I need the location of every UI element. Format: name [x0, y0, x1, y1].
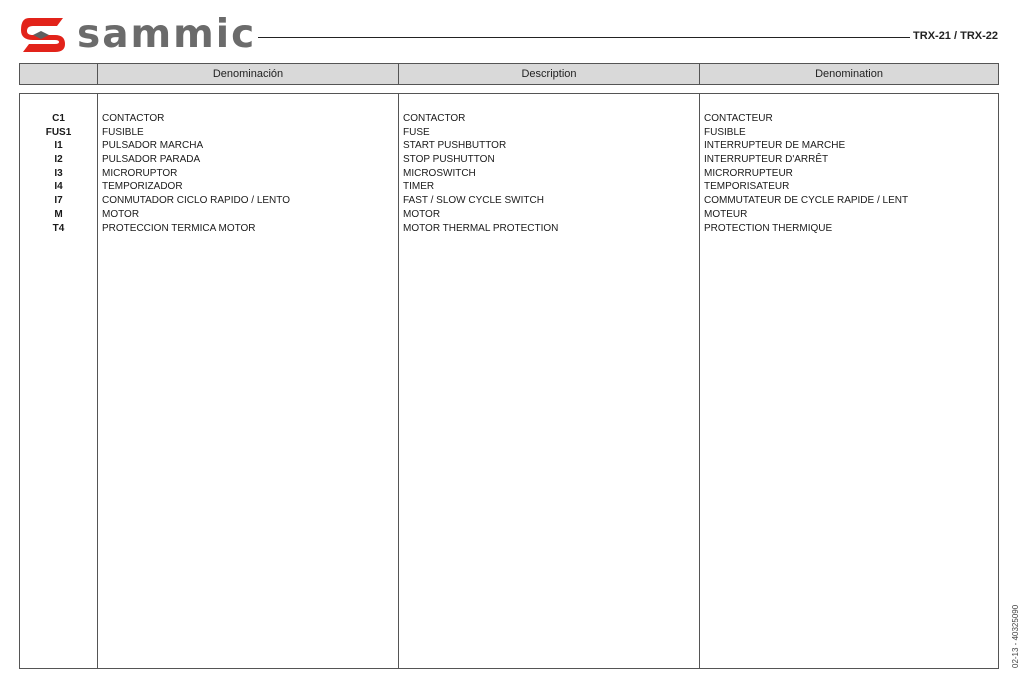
spanish-name: PULSADOR MARCHA	[102, 140, 204, 152]
english-name: FUSE	[403, 126, 430, 138]
spanish-name: FUSIBLE	[102, 126, 144, 138]
french-name: MICRORRUPTEUR	[704, 167, 793, 179]
component-code: M	[54, 208, 63, 220]
brand-name: sammic	[77, 12, 257, 57]
column-header-spanish: Denominación	[212, 68, 284, 80]
spanish-name: PULSADOR PARADA	[102, 154, 201, 166]
spanish-name: MOTOR	[102, 208, 140, 220]
table-row	[20, 139, 998, 153]
table-row	[20, 222, 998, 236]
table-row	[20, 180, 998, 194]
french-name: COMMUTATEUR DE CYCLE RAPIDE / LENT	[704, 195, 909, 207]
spanish-name: CONTACTOR	[102, 113, 165, 124]
spanish-name: PROTECCION TERMICA MOTOR	[102, 222, 256, 234]
table-row	[20, 167, 998, 181]
english-name: CONTACTOR	[403, 113, 466, 124]
english-name: START PUSHBUTTOR	[403, 140, 507, 152]
table-row	[20, 153, 998, 167]
french-name: FUSIBLE	[704, 126, 746, 138]
table-rows	[20, 112, 998, 235]
table-row	[20, 194, 998, 208]
document-reference: 02-13 - 40325090	[1011, 604, 1020, 668]
column-header-band	[19, 63, 999, 85]
table-row	[20, 112, 998, 126]
spanish-name: MICRORUPTOR	[102, 167, 178, 179]
component-code: I4	[54, 181, 63, 193]
table-row	[20, 126, 998, 140]
french-name: MOTEUR	[704, 208, 748, 220]
english-name: STOP PUSHUTTON	[403, 154, 495, 166]
english-name: TIMER	[403, 181, 435, 193]
english-name: MICROSWITCH	[403, 167, 476, 179]
sammic-logo-mark-icon	[19, 14, 69, 56]
component-code: I3	[54, 167, 63, 179]
component-code: T4	[52, 222, 65, 234]
sammic-logo	[19, 14, 256, 56]
component-code: I7	[54, 195, 63, 207]
spanish-name: TEMPORIZADOR	[102, 181, 183, 193]
component-code: I2	[54, 154, 63, 166]
french-name: TEMPORISATEUR	[704, 181, 790, 193]
french-name: PROTECTION THERMIQUE	[704, 222, 833, 234]
french-name: INTERRUPTEUR D'ARRÊT	[704, 154, 829, 166]
component-code: I1	[54, 140, 63, 152]
component-code: C1	[52, 113, 65, 124]
component-table	[19, 93, 999, 669]
column-header-french: Denomination	[815, 68, 883, 80]
spanish-name: CONMUTADOR CICLO RAPIDO / LENTO	[102, 195, 290, 207]
component-code: FUS1	[45, 126, 72, 138]
english-name: FAST / SLOW CYCLE SWITCH	[403, 195, 544, 207]
french-name: INTERRUPTEUR DE MARCHE	[704, 140, 846, 152]
column-header-english: Description	[521, 68, 577, 80]
header-rule	[258, 37, 910, 38]
french-name: CONTACTEUR	[704, 113, 773, 124]
english-name: MOTOR THERMAL PROTECTION	[403, 222, 559, 234]
english-name: MOTOR	[403, 208, 441, 220]
table-row	[20, 208, 998, 222]
model-number: TRX-21 / TRX-22	[913, 30, 998, 42]
